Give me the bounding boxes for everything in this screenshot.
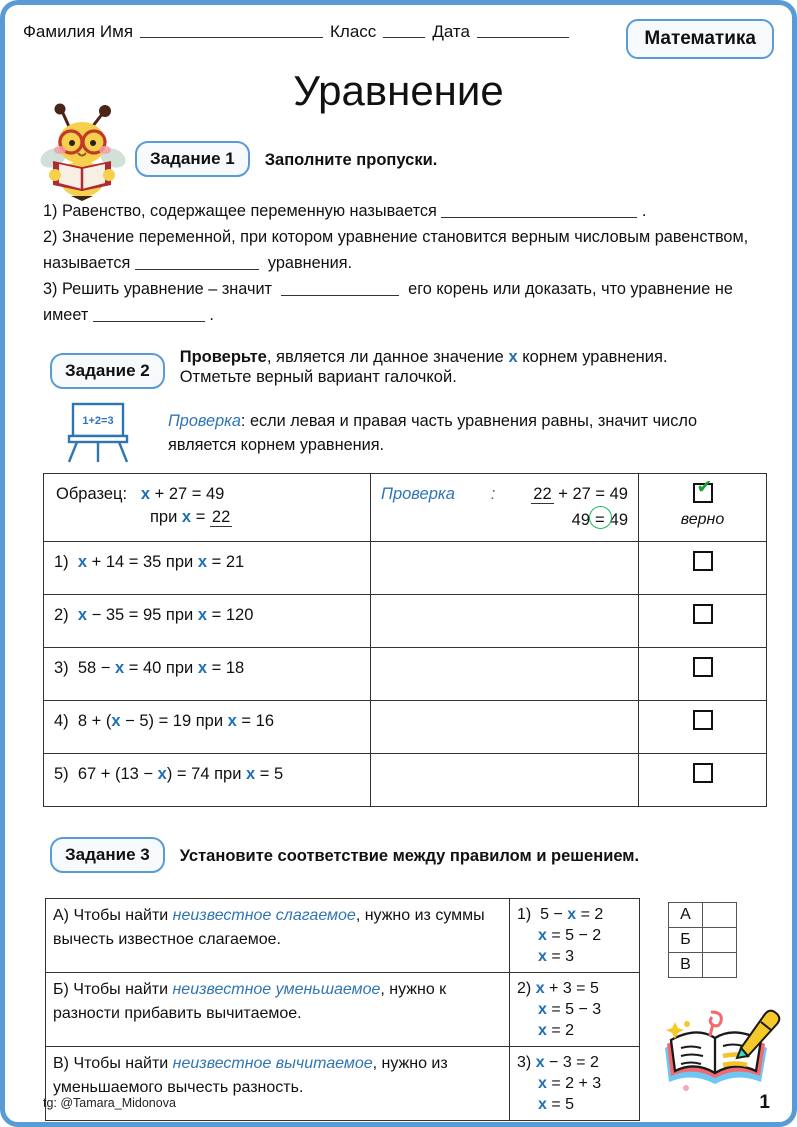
task1-line-1: 1) Равенство, содержащее переменную называется .	[43, 202, 647, 220]
checkbox-4[interactable]	[693, 710, 713, 730]
equation-cell-2	[44, 595, 371, 648]
task1-instruction: Заполните пропуски.	[264, 151, 438, 169]
verdict-cell-2	[639, 595, 767, 648]
rule-cell-c: В) Чтобы найти неизвестное вычитаемое, нужно из уменьшаемого вычесть разность.	[46, 1047, 510, 1121]
equation-4: 4) 8 + (x − 5) = 19 при x = 16	[54, 712, 275, 730]
class-label: Класс	[330, 22, 377, 41]
verdict-cell-5	[639, 754, 767, 807]
answer-input-b[interactable]	[703, 928, 737, 953]
checkbox-checked[interactable]	[693, 483, 713, 503]
verdict-cell-1	[639, 542, 767, 595]
verdict-cell-3	[639, 648, 767, 701]
task1-blank-4[interactable]	[93, 306, 205, 322]
equation-2: 2) x − 35 = 95 при x = 120	[54, 606, 254, 624]
sample-check-value: 22	[533, 485, 552, 503]
name-input-line[interactable]	[140, 21, 323, 38]
work-cell-5[interactable]	[371, 754, 639, 807]
date-input-line[interactable]	[477, 21, 569, 38]
page-title: Уравнение	[293, 67, 504, 114]
equation-1: 1) x + 14 = 35 при x = 21	[54, 553, 245, 571]
equation-5: 5) 67 + (13 − x) = 74 при x = 5	[54, 765, 284, 783]
task1-line-3: 3) Решить уравнение – значит его корень или доказать, что уравнение не имеет .	[43, 280, 733, 324]
credit-footer: tg: @Tamara_Midonova	[43, 1096, 176, 1110]
student-header	[23, 21, 774, 63]
table-row	[44, 595, 767, 648]
table-row	[44, 754, 767, 807]
matching-table	[45, 898, 640, 1121]
verification-table	[43, 473, 767, 807]
equation-cell-5	[44, 754, 371, 807]
table-row-sample	[44, 474, 767, 542]
equation-cell-3	[44, 648, 371, 701]
work-cell-1[interactable]	[371, 542, 639, 595]
task3-instruction: Установите соответствие между правилом и решением.	[179, 847, 640, 865]
answer-input-c[interactable]	[703, 953, 737, 978]
equals-circle-icon: =	[590, 509, 610, 532]
solution-cell-1: 1) 5 − x = 2 x = 5 − 2 x = 3	[510, 899, 640, 973]
sample-check-cell: Проверка : 22 + 27 = 49 49 = 49	[371, 474, 639, 542]
equation-cell-1	[44, 542, 371, 595]
answer-label-c: В	[669, 953, 703, 978]
name-label: Фамилия Имя	[23, 22, 134, 41]
task3-badge: Задание 3	[50, 837, 165, 873]
rule-term-c: неизвестное вычитаемое	[172, 1055, 373, 1072]
verdict-label: верно	[680, 511, 725, 528]
task3-header	[50, 837, 639, 873]
sample-check-label: Проверка	[381, 485, 455, 503]
task2-header	[50, 347, 770, 389]
answer-row-c	[669, 953, 737, 978]
class-input-line[interactable]	[383, 21, 425, 38]
answer-input-a[interactable]	[703, 903, 737, 928]
task2-badge: Задание 2	[50, 353, 165, 389]
task1-header	[135, 141, 437, 177]
work-cell-2[interactable]	[371, 595, 639, 648]
answer-row-a	[669, 903, 737, 928]
task1-line-2: 2) Значение переменной, при котором уравнение становится верным числовым равенством, называется уравнения.	[43, 228, 749, 272]
sample-at-value: 22	[211, 508, 231, 526]
checkbox-2[interactable]	[693, 604, 713, 624]
page-number: 1	[759, 1092, 770, 1113]
rule-cell-a: А) Чтобы найти неизвестное слагаемое, нужно из суммы вычесть известное слагаемое.	[46, 899, 510, 973]
checkbox-3[interactable]	[693, 657, 713, 677]
note-label: Проверка	[168, 412, 241, 430]
rule-term-a: неизвестное слагаемое	[172, 907, 356, 924]
table-row	[44, 701, 767, 754]
verdict-cell-4	[639, 701, 767, 754]
task1-blank-3[interactable]	[281, 280, 399, 296]
subject-badge: Математика	[626, 19, 774, 59]
work-cell-3[interactable]	[371, 648, 639, 701]
task1-blank-2[interactable]	[135, 254, 259, 270]
table-row	[44, 542, 767, 595]
task1-blank-1[interactable]	[441, 202, 637, 218]
open-book-pencil-icon	[653, 1000, 783, 1100]
checkbox-5[interactable]	[693, 763, 713, 783]
answer-label-a: А	[669, 903, 703, 928]
rule-term-b: неизвестное уменьшаемое	[172, 981, 381, 998]
equation-3: 3) 58 − x = 40 при x = 18	[54, 659, 245, 677]
task1-body	[43, 198, 762, 328]
task2-instruction: Проверьте, является ли данное значение x корнем уравнения. Отметьте верный вариант галочкой.	[179, 348, 668, 386]
table-row	[46, 899, 640, 973]
work-cell-4[interactable]	[371, 701, 639, 754]
task2-note: Проверка: если левая и правая часть уравнения равны, значит число является корнем уравнения.	[168, 412, 698, 454]
date-label: Дата	[432, 22, 470, 41]
table-row	[46, 973, 640, 1047]
task1-badge: Задание 1	[135, 141, 250, 177]
sample-verdict-cell	[639, 474, 767, 542]
sample-equation-cell: Образец: x + 27 = 49 при x = 22	[44, 474, 371, 542]
solution-cell-2: 2) x + 3 = 5 x = 5 − 3 x = 2	[510, 973, 640, 1047]
equation-cell-4	[44, 701, 371, 754]
checkbox-1[interactable]	[693, 551, 713, 571]
table-row	[44, 648, 767, 701]
answer-grid	[668, 902, 737, 978]
easel-text: 1+2=3	[82, 415, 114, 427]
answer-label-b: Б	[669, 928, 703, 953]
solution-cell-3: 3) x − 3 = 2 x = 2 + 3 x = 5	[510, 1047, 640, 1121]
answer-row-b	[669, 928, 737, 953]
task2-variable: x	[508, 348, 518, 366]
rule-cell-b: Б) Чтобы найти неизвестное уменьшаемое, нужно к разности прибавить вычитаемое.	[46, 973, 510, 1047]
bee-mascot-icon	[31, 101, 135, 201]
easel-board-icon	[63, 401, 133, 463]
